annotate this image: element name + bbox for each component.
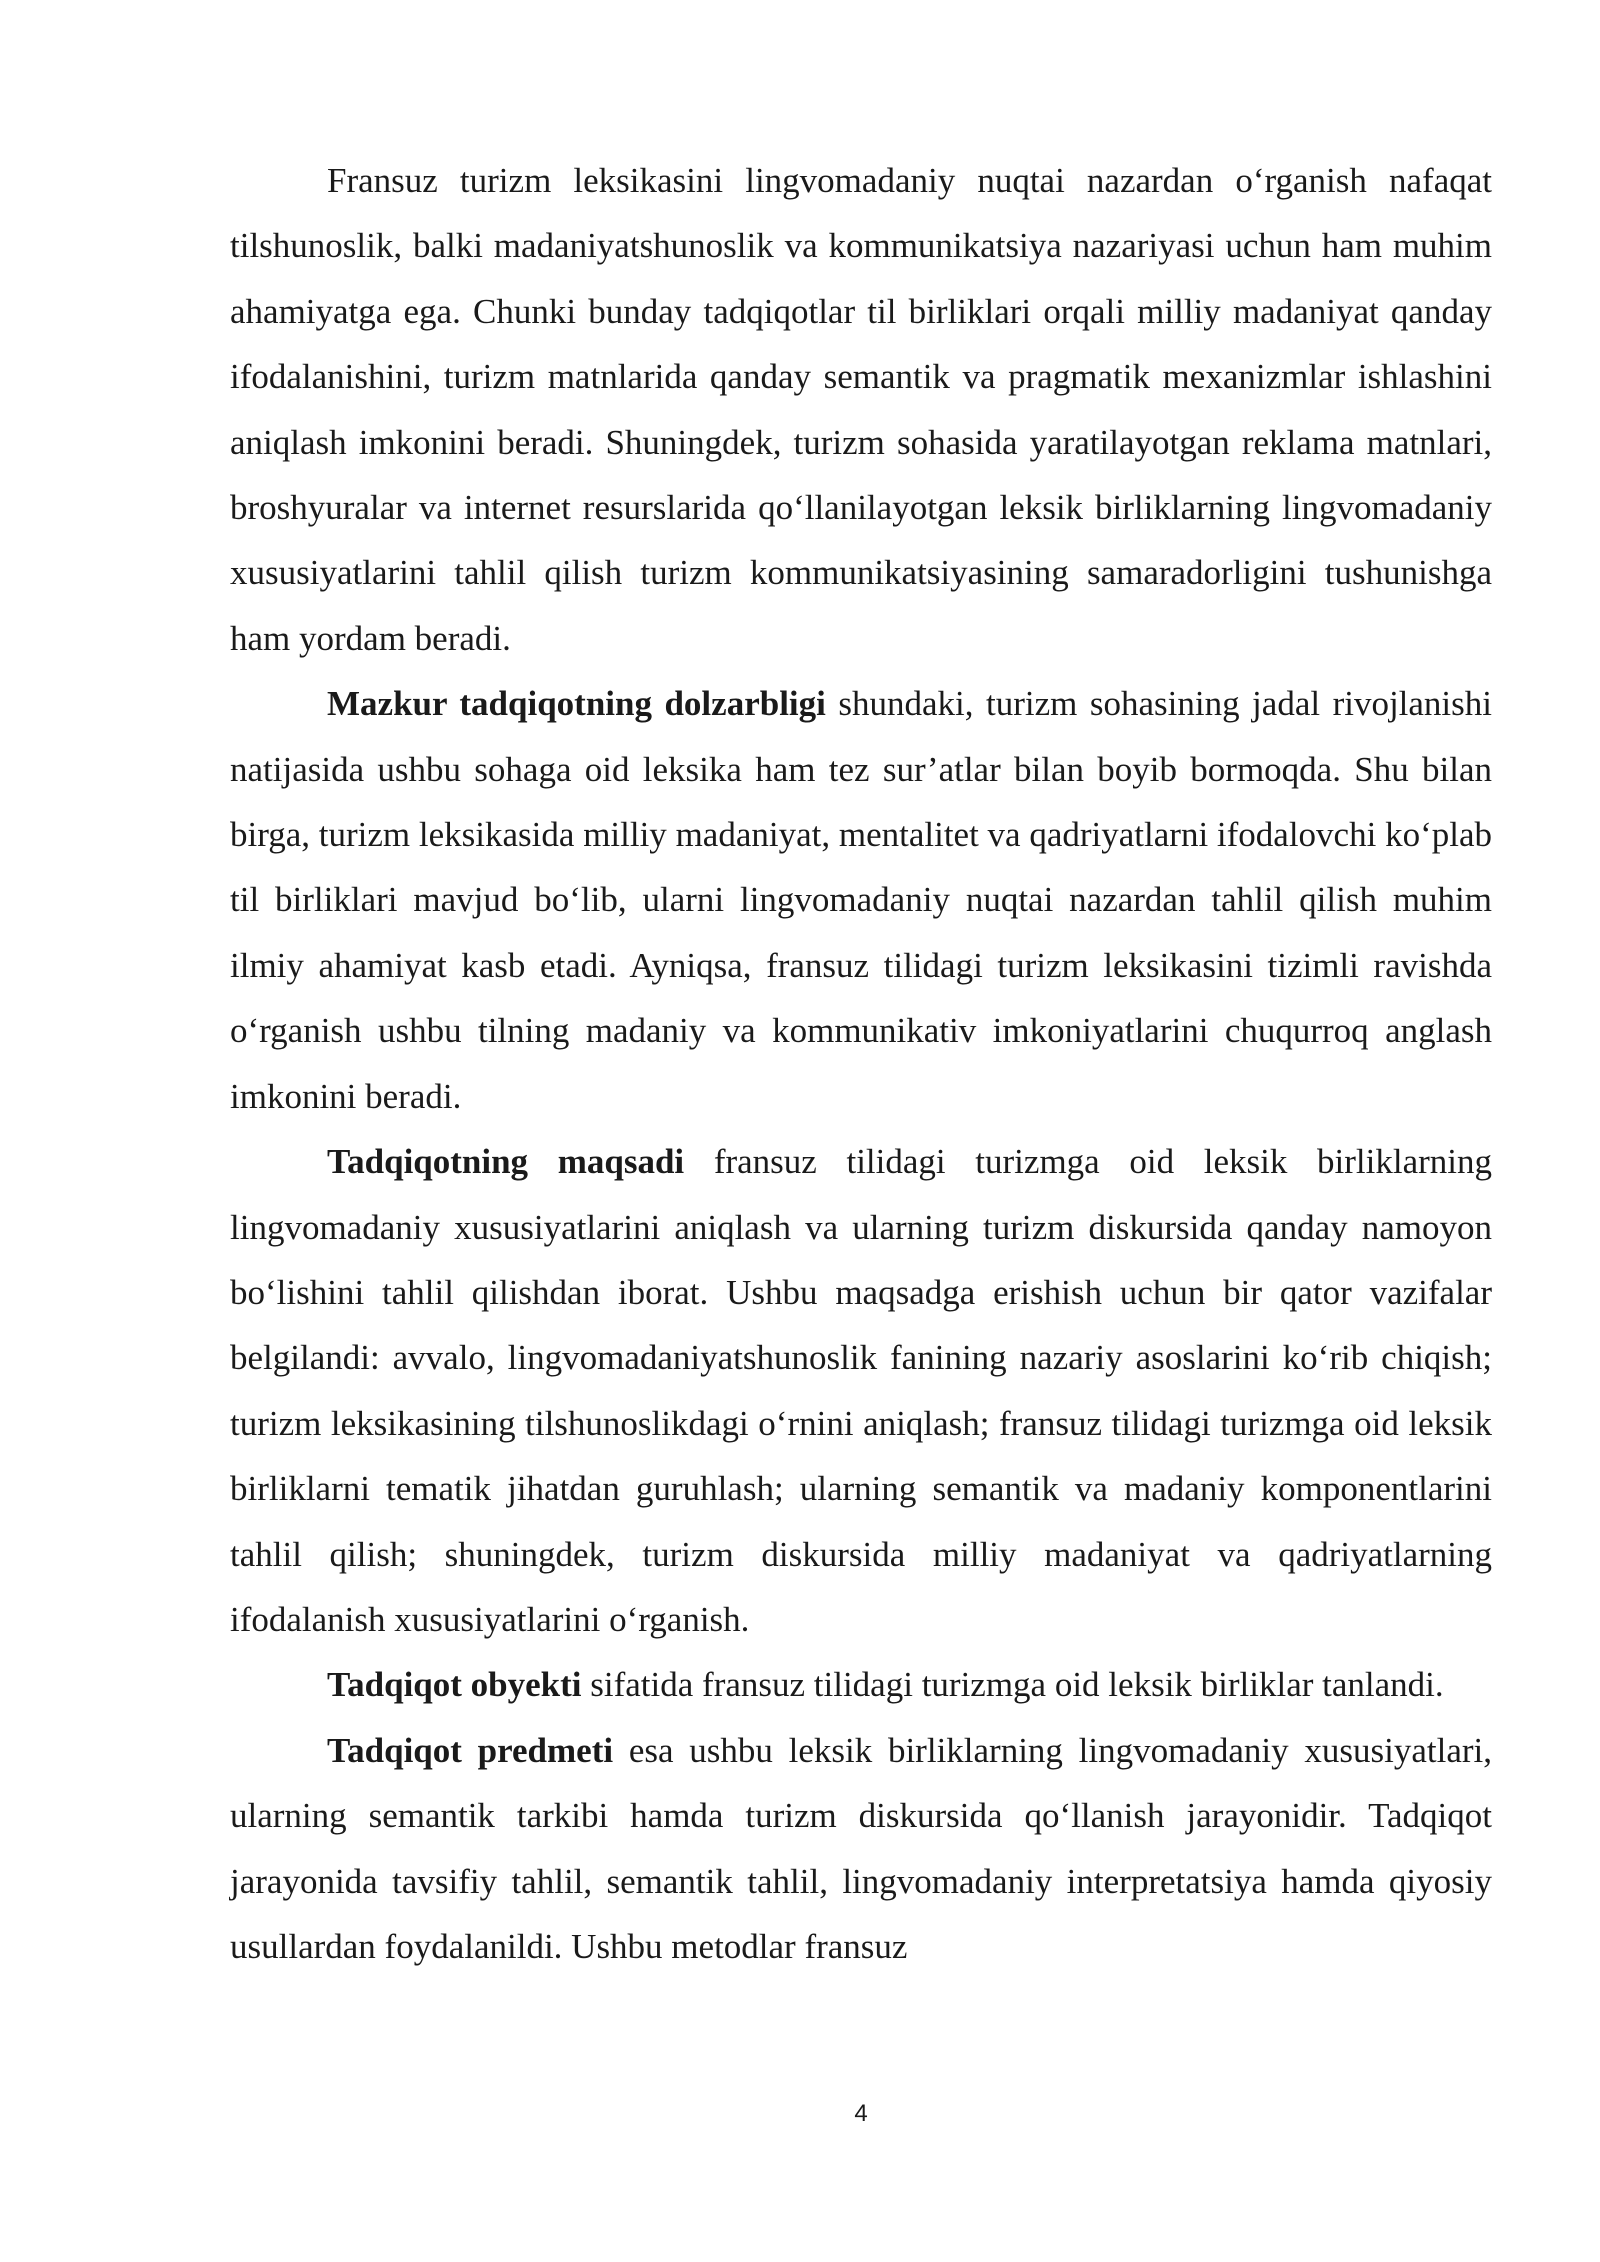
page-number: 4 [854,2100,868,2127]
paragraph-3-lead: Tadqiqotning maqsadi [327,1142,685,1182]
paragraph-2-text: shundaki, turizm sohasining jadal rivojlanishi natijasida ushbu sohaga oid leksika ham tez sur’atlar bilan boyib bormoqda. Shu bilan birga, turizm leksikasida milliy madaniyat, mentalitet va qadriyatlarni ifodalovchi ko‘plab til birliklari mavjud bo‘lib, ularni lingvomadaniy nuqtai nazardan tahlil qilish muhim ilmiy ahamiyat kasb etadi. Ayniqsa, fransuz tilidagi turizm leksikasini tizimli ravishda o‘rganish ushbu tilning madaniy va kommunikativ imkoniyatlarini chuqurroq anglash imkonini beradi. [230,684,1492,1116]
paragraph-5-text: esa ushbu leksik birliklarning lingvomadaniy xususiyatlari, ularning semantik tarkibi hamda turizm diskursida qo‘llanish jarayonidir. Tadqiqot jarayonida tavsifiy tahlil, semantik tahlil, lingvomadaniy interpretatsiya hamda qiyosiy usullardan foydalanildi. Ushbu metodlar fransuz [230,1730,1492,1966]
paragraph-2-lead: Mazkur tadqiqotning dolzarbligi [327,684,826,724]
paragraph-1 [230,148,1492,671]
paragraph-4 [230,1652,1492,1717]
paragraph-5 [230,1718,1492,1980]
paragraph-4-lead: Tadqiqot obyekti [327,1665,582,1705]
paragraph-5-lead: Tadqiqot predmeti [327,1730,614,1770]
document-body [230,148,1492,1979]
paragraph-1-text: Fransuz turizm leksikasini lingvomadaniy nuqtai nazardan o‘rganish nafaqat tilshunoslik, balki madaniyatshunoslik va kommunikatsiya nazariyasi uchun ham muhim ahamiyatga ega. Chunki bunday tadqiqotlar til birliklari orqali milliy madaniyat qanday ifodalanishini, turizm matnlarida qanday semantik va pragmatik mexanizmlar ishlashini aniqlash imkonini beradi. Shuningdek, turizm sohasida yaratilayotgan reklama matnlari, broshyuralar va internet resurslarida qo‘llanilayotgan leksik birliklarning lingvomadaniy xususiyatlarini tahlil qilish turizm kommunikatsiyasining samaradorligini tushunishga ham yordam beradi. [230,161,1492,658]
paragraph-2 [230,671,1492,1129]
paragraph-3-text: fransuz tilidagi turizmga oid leksik birliklarning lingvomadaniy xususiyatlarini aniqlash va ularning turizm diskursida qanday namoyon bo‘lishini tahlil qilishdan iborat. Ushbu maqsadga erishish uchun bir qator vazifalar belgilandi: avvalo, lingvomadaniyatshunoslik fanining nazariy asoslarini ko‘rib chiqish; turizm leksikasining tilshunoslikdagi o‘rnini aniqlash; fransuz tilidagi turizmga oid leksik birliklarni tematik jihatdan guruhlash; ularning semantik va madaniy komponentlarini tahlil qilish; shuningdek, turizm diskursida milliy madaniyat va qadriyatlarning ifodalanish xususiyatlarini o‘rganish. [230,1142,1492,1639]
paragraph-3 [230,1129,1492,1652]
paragraph-4-text: sifatida fransuz tilidagi turizmga oid leksik birliklar tanlandi. [581,1665,1444,1705]
